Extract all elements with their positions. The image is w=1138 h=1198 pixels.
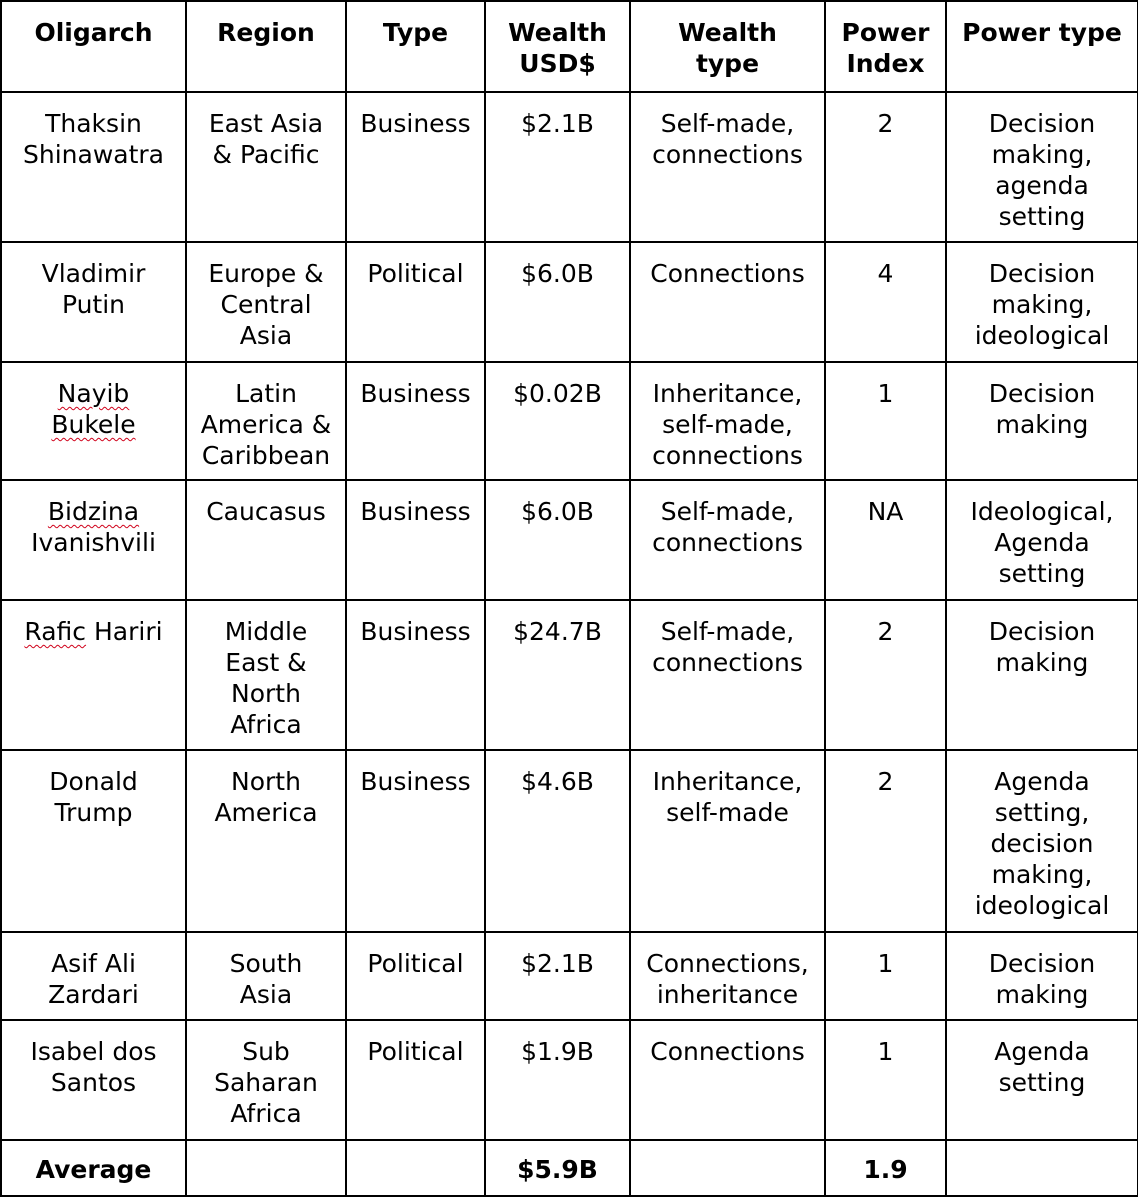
cell-wealth-type: Connections, inheritance — [630, 932, 825, 1020]
cell-power-index: 2 — [825, 750, 946, 932]
cell-empty — [946, 1140, 1138, 1196]
cell-region: Sub Saharan Africa — [186, 1020, 346, 1140]
cell-power-index: 1 — [825, 362, 946, 480]
header-wealth-usd: Wealth USD$ — [485, 1, 630, 92]
table-row — [1, 600, 1138, 750]
cell-power-index: 1 — [825, 932, 946, 1020]
header-power-type: Power type — [946, 1, 1138, 92]
cell-oligarch — [1, 600, 186, 750]
cell-wealth-type: Connections — [630, 242, 825, 362]
oligarch-last-name: Bukele — [51, 410, 136, 439]
cell-wealth: $2.1B — [485, 92, 630, 242]
cell-region: Middle East & North Africa — [186, 600, 346, 750]
average-label: Average — [1, 1140, 186, 1196]
header-wealth-type: Wealth type — [630, 1, 825, 92]
table-row — [1, 1020, 1138, 1140]
oligarch-first-name: Nayib — [57, 379, 130, 408]
oligarch-first-name: Rafic — [24, 617, 87, 646]
cell-type: Business — [346, 480, 485, 600]
cell-oligarch: Donald Trump — [1, 750, 186, 932]
cell-power-index: 4 — [825, 242, 946, 362]
table-row — [1, 362, 1138, 480]
cell-power-index: 1 — [825, 1020, 946, 1140]
header-oligarch: Oligarch — [1, 1, 186, 92]
cell-wealth: $6.0B — [485, 242, 630, 362]
cell-power-type: Decision making, agenda setting — [946, 92, 1138, 242]
cell-type: Business — [346, 600, 485, 750]
table-row — [1, 242, 1138, 362]
average-row — [1, 1140, 1138, 1196]
cell-oligarch: Isabel dos Santos — [1, 1020, 186, 1140]
cell-power-type: Decision making — [946, 600, 1138, 750]
cell-type: Political — [346, 242, 485, 362]
cell-empty — [186, 1140, 346, 1196]
cell-region: South Asia — [186, 932, 346, 1020]
cell-power-type: Decision making, ideological — [946, 242, 1138, 362]
cell-region: Caucasus — [186, 480, 346, 600]
cell-power-index: 2 — [825, 92, 946, 242]
cell-power-type: Decision making — [946, 362, 1138, 480]
oligarch-last-name: Hariri — [94, 617, 163, 646]
cell-oligarch: Asif Ali Zardari — [1, 932, 186, 1020]
cell-power-type: Agenda setting — [946, 1020, 1138, 1140]
cell-power-type: Decision making — [946, 932, 1138, 1020]
cell-power-index: NA — [825, 480, 946, 600]
average-power-index: 1.9 — [825, 1140, 946, 1196]
cell-oligarch: Vladimir Putin — [1, 242, 186, 362]
header-type: Type — [346, 1, 485, 92]
cell-wealth: $24.7B — [485, 600, 630, 750]
cell-type: Business — [346, 362, 485, 480]
cell-oligarch: Thaksin Shinawatra — [1, 92, 186, 242]
table-row — [1, 92, 1138, 242]
table-row — [1, 480, 1138, 600]
cell-empty — [630, 1140, 825, 1196]
cell-region: Latin America & Caribbean — [186, 362, 346, 480]
cell-wealth-type: Self-made, connections — [630, 480, 825, 600]
cell-wealth-type: Inheritance, self-made — [630, 750, 825, 932]
cell-wealth-type: Self-made, connections — [630, 600, 825, 750]
header-region: Region — [186, 1, 346, 92]
cell-power-index: 2 — [825, 600, 946, 750]
cell-wealth-type: Connections — [630, 1020, 825, 1140]
cell-wealth-type: Inheritance, self-made, connections — [630, 362, 825, 480]
cell-wealth: $0.02B — [485, 362, 630, 480]
cell-empty — [346, 1140, 485, 1196]
cell-power-type: Agenda setting, decision making, ideological — [946, 750, 1138, 932]
cell-region: North America — [186, 750, 346, 932]
table-row — [1, 750, 1138, 932]
cell-wealth: $4.6B — [485, 750, 630, 932]
oligarch-first-name: Bidzina — [47, 497, 140, 526]
oligarch-last-name: Ivanishvili — [31, 528, 156, 557]
cell-wealth: $6.0B — [485, 480, 630, 600]
cell-type: Business — [346, 750, 485, 932]
cell-region: East Asia & Pacific — [186, 92, 346, 242]
cell-power-type: Ideological, Agenda setting — [946, 480, 1138, 600]
cell-wealth: $1.9B — [485, 1020, 630, 1140]
cell-wealth: $2.1B — [485, 932, 630, 1020]
header-power-index: Power Index — [825, 1, 946, 92]
cell-oligarch — [1, 362, 186, 480]
table-row — [1, 932, 1138, 1020]
header-row — [1, 1, 1138, 92]
cell-region: Europe & Central Asia — [186, 242, 346, 362]
average-wealth: $5.9B — [485, 1140, 630, 1196]
cell-oligarch — [1, 480, 186, 600]
cell-type: Political — [346, 1020, 485, 1140]
cell-wealth-type: Self-made, connections — [630, 92, 825, 242]
cell-type: Business — [346, 92, 485, 242]
cell-type: Political — [346, 932, 485, 1020]
